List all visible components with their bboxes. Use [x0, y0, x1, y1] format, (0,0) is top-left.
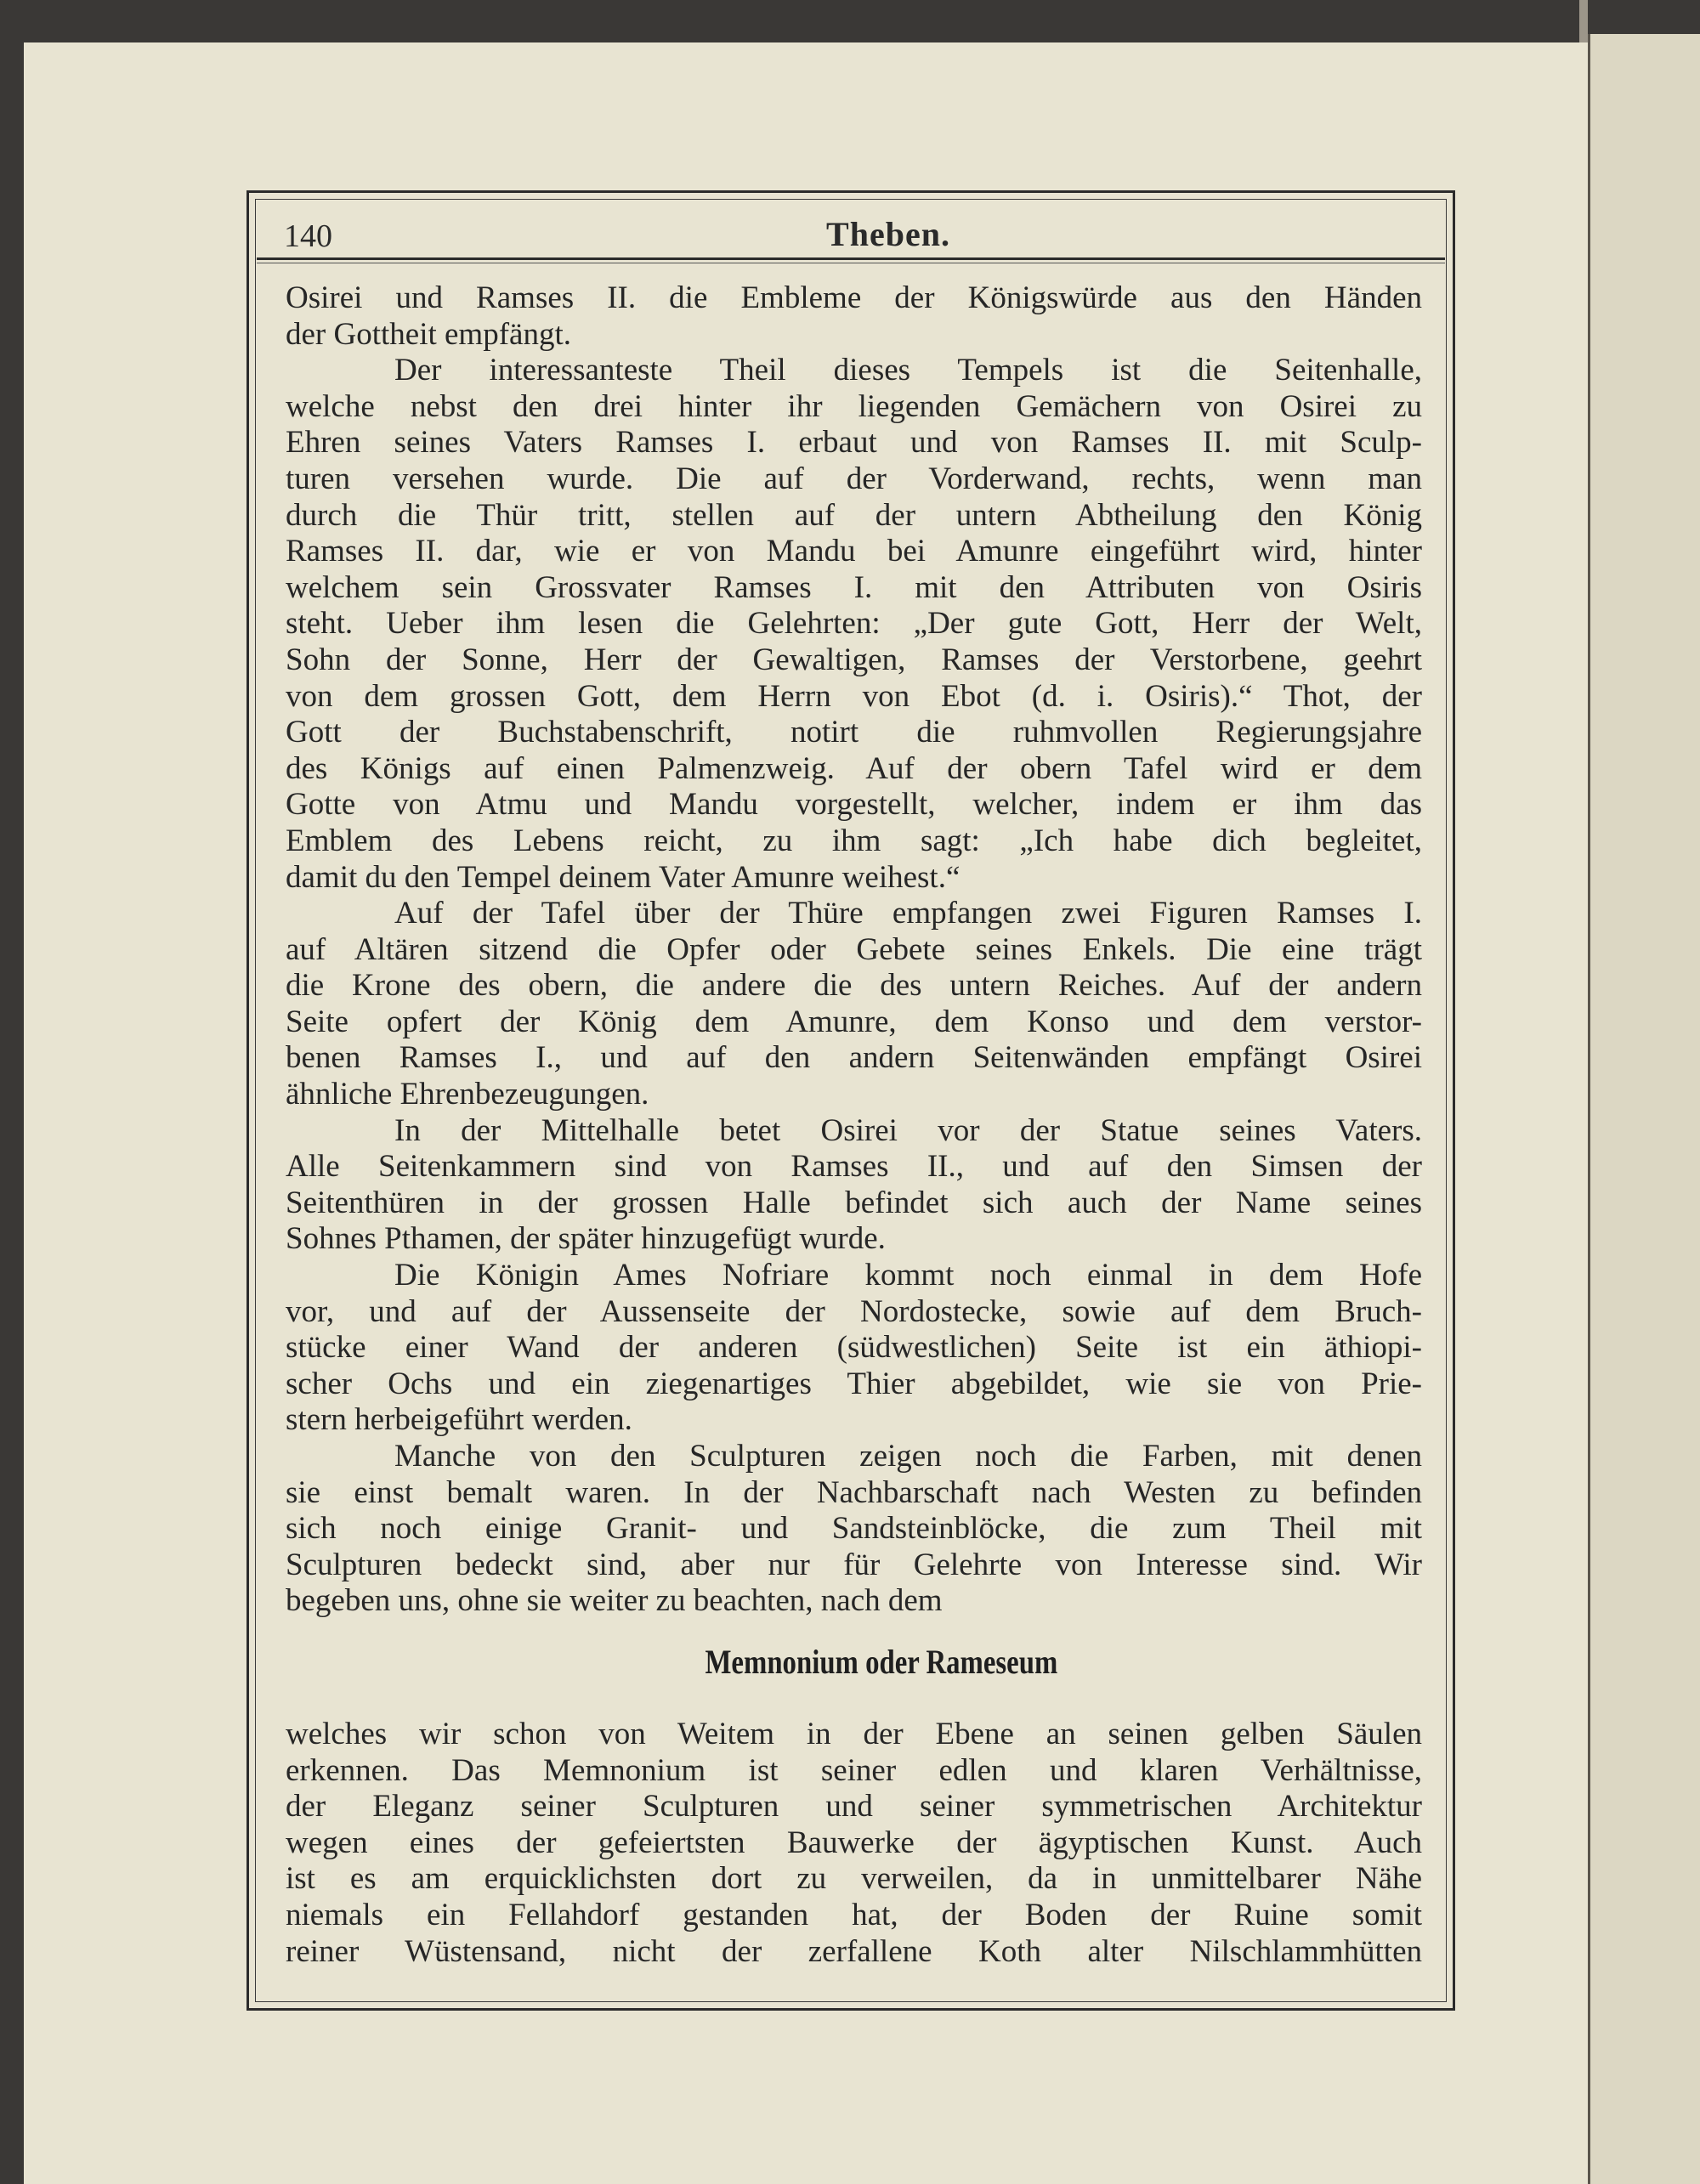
- text-line: Die Königin Ames Nofriare kommt noch einmal in dem Hofe: [394, 1258, 1422, 1293]
- header-rule: [257, 257, 1445, 260]
- text-line: welchem sein Grossvater Ramses I. mit den Attributen von Osiris: [286, 569, 1422, 605]
- text-line: Seite opfert der König dem Amunre, dem Konso und dem verstor-: [286, 1004, 1422, 1039]
- text-line: stern herbeigeführt werden.: [286, 1402, 632, 1438]
- text-line: In der Mittelhalle betet Osirei vor der Statue seines Vaters.: [394, 1112, 1422, 1148]
- body-text-after-heading: [286, 1717, 1422, 1970]
- body-text-before-heading: [286, 280, 1422, 1620]
- text-line: die Krone des obern, die andere die des untern Reiches. Auf der andern: [286, 968, 1422, 1004]
- text-line: Alle Seitenkammern sind von Ramses II., und auf den Simsen der: [286, 1149, 1422, 1185]
- text-line: auf Altären sitzend die Opfer oder Gebete seines Enkels. Die eine trägt: [286, 931, 1422, 967]
- text-line: Manche von den Sculpturen zeigen noch die Farben, mit denen: [394, 1439, 1422, 1474]
- text-line: scher Ochs und ein ziegenartiges Thier abgebildet, wie sie von Prie-: [286, 1366, 1422, 1401]
- text-line: durch die Thür tritt, stellen auf der untern Abtheilung den König: [286, 497, 1422, 533]
- text-line: benen Ramses I., und auf den andern Seitenwänden empfängt Osirei: [286, 1040, 1422, 1076]
- text-line: von dem grossen Gott, dem Herrn von Ebot (d. i. Osiris).“ Thot, der: [286, 678, 1422, 714]
- running-title: Theben.: [826, 215, 950, 253]
- text-line: Ramses II. dar, wie er von Mandu bei Amunre eingeführt wird, hinter: [286, 534, 1422, 569]
- text-line: erkennen. Das Memnonium ist seiner edlen und klaren Verhältnisse,: [286, 1752, 1422, 1788]
- text-line: vor, und auf der Aussenseite der Nordostecke, sowie auf dem Bruch-: [286, 1293, 1422, 1329]
- text-line: Der interessanteste Theil dieses Tempels ist die Seitenhalle,: [394, 353, 1422, 388]
- text-line: sie einst bemalt waren. In der Nachbarschaft nach Westen zu befinden: [286, 1474, 1422, 1510]
- next-page-edge: [1588, 34, 1700, 2184]
- text-line: Sohnes Pthamen, der später hinzugefügt wurde.: [286, 1221, 886, 1257]
- page-number: 140: [284, 218, 332, 254]
- text-line: Sculpturen bedeckt sind, aber nur für Gelehrte von Interesse sind. Wir: [286, 1547, 1422, 1582]
- text-line: welches wir schon von Weitem in der Ebene an seinen gelben Säulen: [286, 1717, 1422, 1751]
- text-line: Sohn der Sonne, Herr der Gewaltigen, Ramses der Verstorbene, geehrt: [286, 642, 1422, 677]
- text-line: steht. Ueber ihm lesen die Gelehrten: „Der gute Gott, Herr der Welt,: [286, 606, 1422, 642]
- text-line: des Königs auf einen Palmenzweig. Auf der obern Tafel wird er dem: [286, 750, 1422, 786]
- text-line: Auf der Tafel über der Thüre empfangen zwei Figuren Ramses I.: [394, 896, 1422, 931]
- text-line: der Eleganz seiner Sculpturen und seiner symmetrischen Architektur: [286, 1789, 1422, 1825]
- text-line: der Gottheit empfängt.: [286, 316, 571, 352]
- text-line: ist es am erquicklichsten dort zu verweilen, da in unmittelbarer Nähe: [286, 1861, 1422, 1897]
- text-line: begeben uns, ohne sie weiter zu beachten, nach dem: [286, 1583, 943, 1619]
- text-line: Gotte von Atmu und Mandu vorgestellt, welcher, indem er ihm das: [286, 787, 1422, 823]
- text-line: Gott der Buchstabenschrift, notirt die ruhmvollen Regierungsjahre: [286, 715, 1422, 750]
- text-line: damit du den Tempel deinem Vater Amunre weihest.“: [286, 859, 960, 895]
- text-line: welche nebst den drei hinter ihr liegenden Gemächern von Osirei zu: [286, 388, 1422, 424]
- text-line: sich noch einige Granit- und Sandsteinblöcke, die zum Theil mit: [286, 1511, 1422, 1547]
- text-line: ähnliche Ehrenbezeugungen.: [286, 1077, 649, 1112]
- text-line: niemals ein Fellahdorf gestanden hat, der Boden der Ruine somit: [286, 1897, 1422, 1932]
- text-line: stücke einer Wand der anderen (südwestlichen) Seite ist ein äthiopi-: [286, 1330, 1422, 1366]
- text-line: Osirei und Ramses II. die Embleme der Königswürde aus den Händen: [286, 280, 1422, 315]
- text-line: Ehren seines Vaters Ramses I. erbaut und von Ramses II. mit Sculp-: [286, 425, 1422, 461]
- text-line: Seitenthüren in der grossen Halle befindet sich auch der Name seines: [286, 1185, 1422, 1220]
- text-line: reiner Wüstensand, nicht der zerfallene Koth alter Nilschlammhütten: [286, 1933, 1422, 1969]
- section-heading: Memnonium oder Rameseum: [705, 1643, 1058, 1681]
- text-line: turen versehen wurde. Die auf der Vorderwand, rechts, wenn man: [286, 461, 1422, 496]
- text-line: Emblem des Lebens reicht, zu ihm sagt: „Ich habe dich begleitet,: [286, 823, 1422, 858]
- text-line: wegen eines der gefeiertsten Bauwerke der ägyptischen Kunst. Auch: [286, 1825, 1422, 1860]
